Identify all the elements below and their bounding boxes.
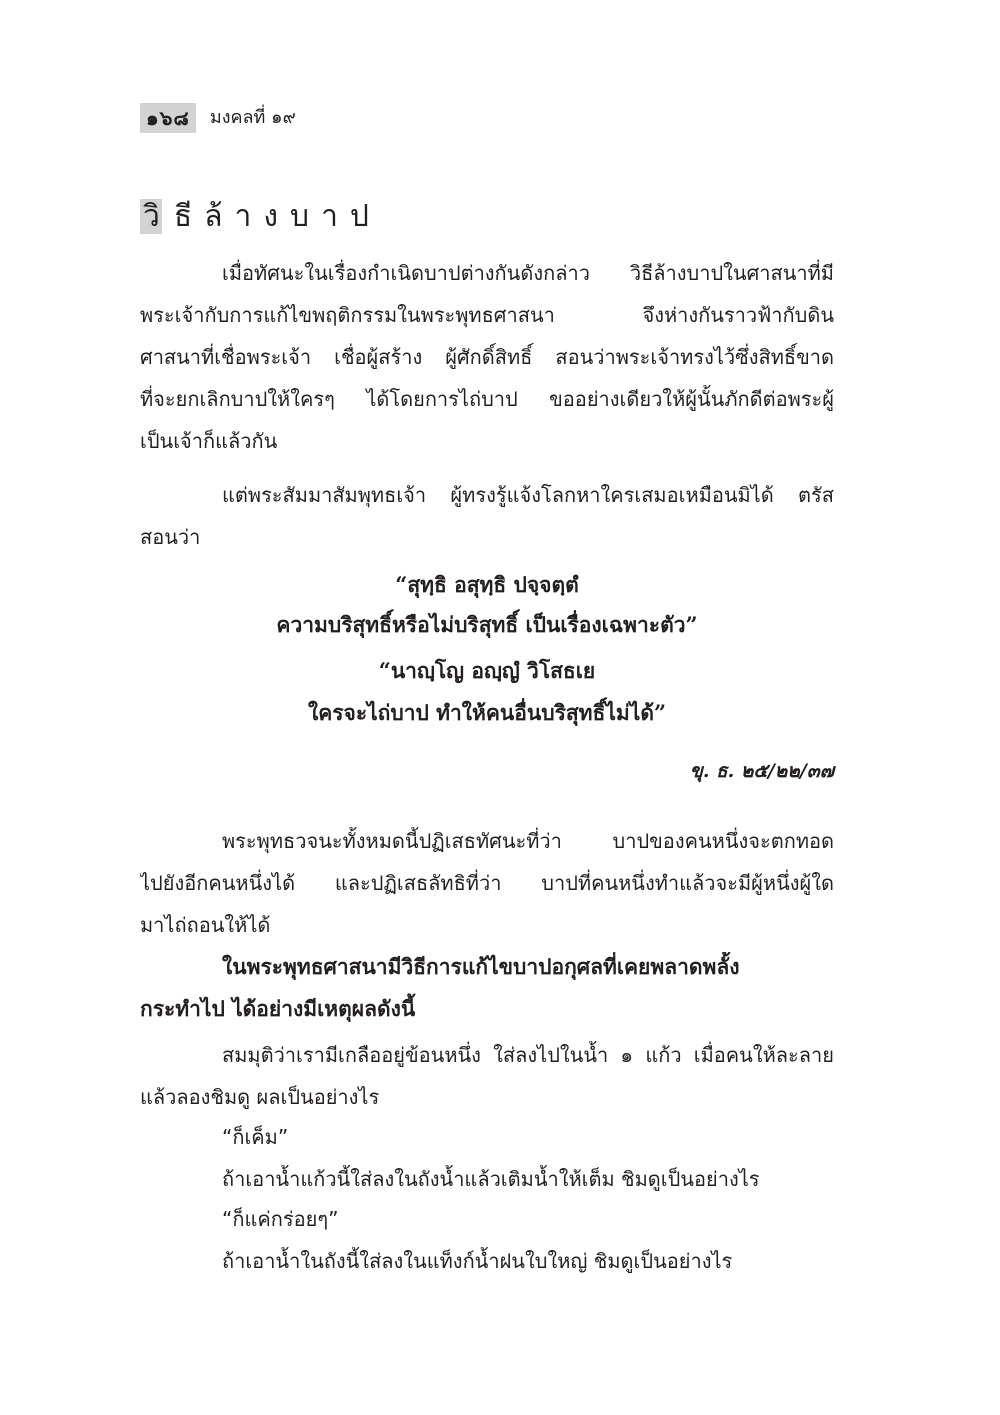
text-line: พระพุทธวจนะทั้งหมดนี้ปฏิเสธทัศนะที่ว่า บาปของคนหนึ่งจะตกทอด <box>222 829 834 853</box>
quote-line: “สุทฺธิ อสุทฺธิ ปจฺจตฺตํ <box>395 572 579 597</box>
text-line: สมมุติว่าเรามีเกลืออยู่ข้อนหนึ่ง ใส่ลงไปในน้ำ ๑ แก้ว เมื่อคนให้ละลาย <box>222 1043 834 1067</box>
title-first-char: วิ <box>140 199 162 234</box>
quote-line: ความบริสุทธิ์หรือไม่บริสุทธิ์ เป็นเรื่องเฉพาะตัว” <box>276 612 698 637</box>
text-line: สอนว่า <box>140 525 201 549</box>
page-number: ๑๖๘ <box>140 103 196 133</box>
dialogue-line: ถ้าเอาน้ำแก้วนี้ใส่ลงในถังน้ำแล้วเติมน้ำให้เต็ม ชิมดูเป็นอย่างไร <box>222 1167 760 1191</box>
emphasis-line: ในพระพุทธศาสนามีวิธีการแก้ไขบาปอกุศลที่เคยพลาดพลั้ง <box>222 954 740 979</box>
emphasis-line: กระทำไป ได้อย่างมีเหตุผลดังนี้ <box>140 996 416 1021</box>
quote-line: ใครจะไถ่บาป ทำให้คนอื่นบริสุทธิ์ไม่ได้” <box>307 700 667 725</box>
scripture-reference: ขุ. ธ. ๒๕/๒๒/๓๗ <box>689 760 834 782</box>
dialogue-line: ถ้าเอาน้ำในถังนี้ใส่ลงในแท็งก์น้ำฝนใบใหญ่ ชิมดูเป็นอย่างไร <box>222 1249 733 1273</box>
text-line: ไปยังอีกคนหนึ่งได้ และปฏิเสธลัทธิที่ว่า บาปที่คนหนึ่งทำแล้วจะมีผู้หนึ่งผู้ใด <box>140 871 834 895</box>
text-line: ที่จะยกเลิกบาปให้ใครๆ ได้โดยการไถ่บาป ขออย่างเดียวให้ผู้นั้นภักดีต่อพระผู้ <box>140 387 834 411</box>
text-line: เป็นเจ้าก็แล้วกัน <box>140 429 278 453</box>
text-line: แล้วลองชิมดู ผลเป็นอย่างไร <box>140 1085 380 1109</box>
chapter-title <box>140 195 381 239</box>
title-rest: ธีล้างบาป <box>173 199 381 234</box>
text-line: แต่พระสัมมาสัมพุทธเจ้า ผู้ทรงรู้แจ้งโลกหาใครเสมอเหมือนมิได้ ตรัส <box>222 483 834 507</box>
text-line: มาไถ่ถอนให้ได้ <box>140 913 271 937</box>
quote-line: “นาญฺโญ อญฺญํ วิโสธเย <box>378 658 596 683</box>
section-title: มงคลที่ ๑๙ <box>209 107 296 128</box>
page-header <box>140 103 296 133</box>
text-line: ศาสนาที่เชื่อพระเจ้า เชื่อผู้สร้าง ผู้ศักดิ์สิทธิ์ สอนว่าพระเจ้าทรงไว้ซึ่งสิทธิ์ขาด <box>140 345 834 369</box>
text-line: เมื่อทัศนะในเรื่องกำเนิดบาปต่างกันดังกล่าว วิธีล้างบาปในศาสนาที่มี <box>222 261 834 285</box>
dialogue-line: “ก็แค่กร่อยๆ” <box>222 1207 339 1231</box>
dialogue-line: “ก็เค็ม” <box>222 1125 289 1149</box>
text-line: พระเจ้ากับการแก้ไขพฤติกรรมในพระพุทธศาสนา จึงห่างกันราวฟ้ากับดิน <box>140 303 834 327</box>
